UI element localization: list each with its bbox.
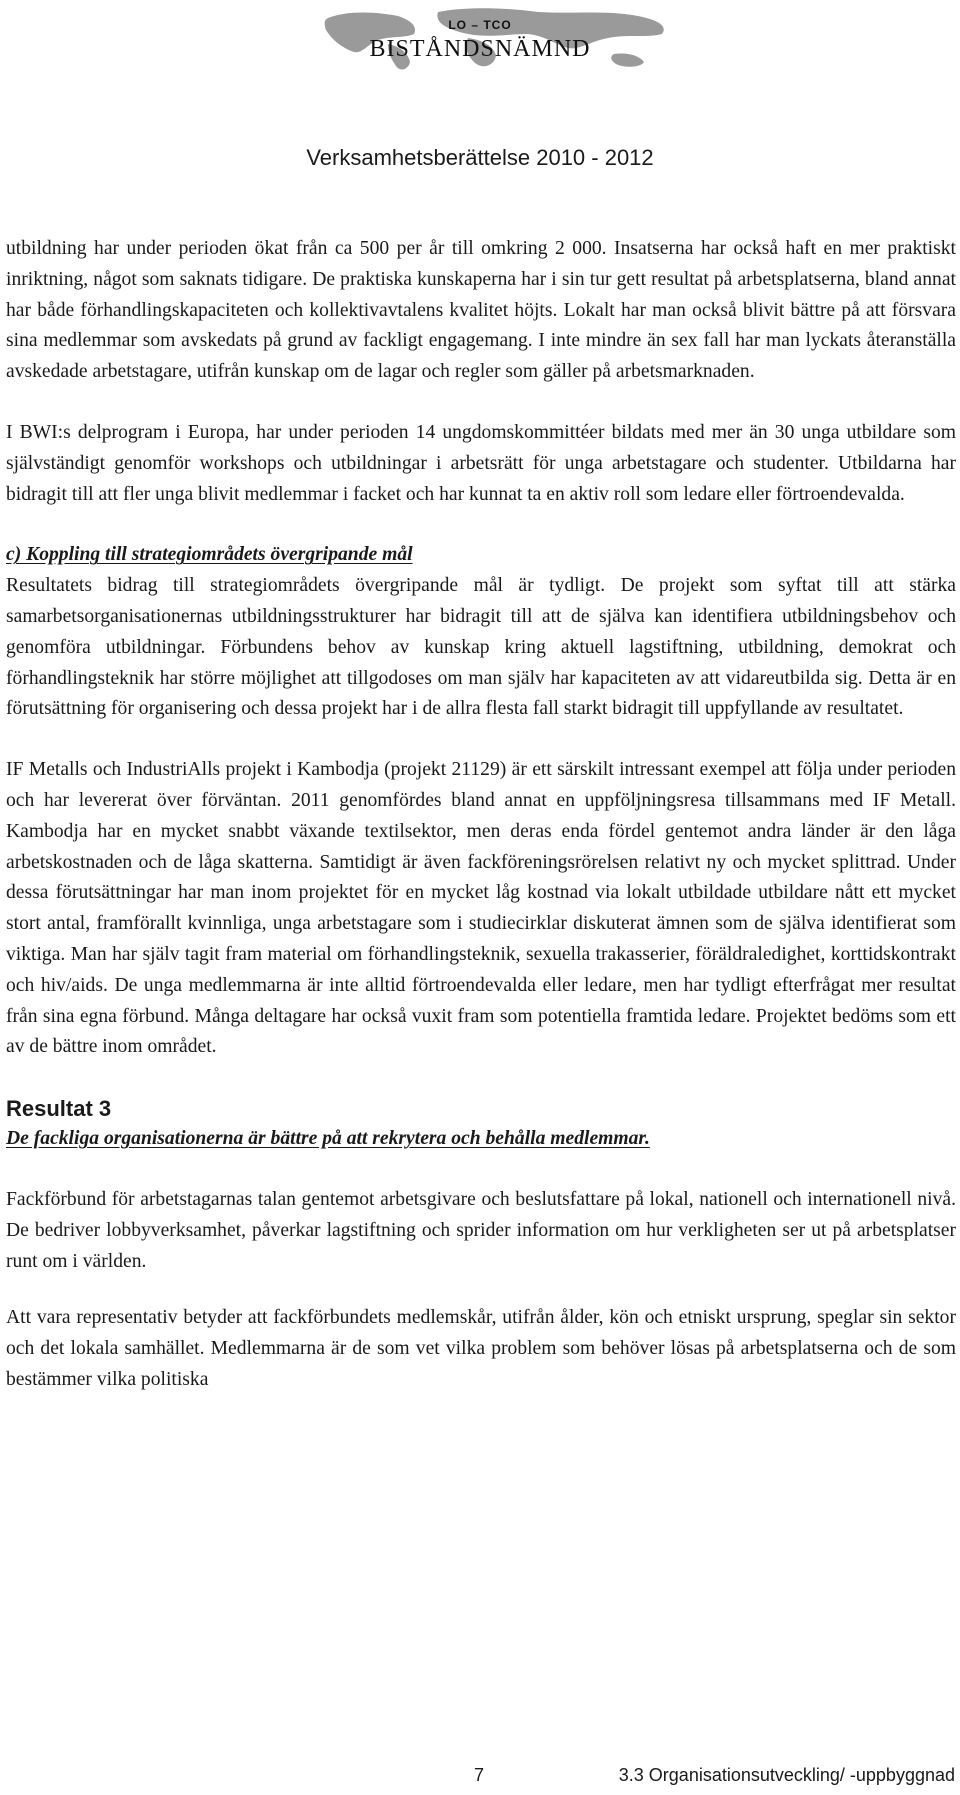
logo-big-text: BISTÅNDSNÄMND — [369, 36, 591, 62]
footer-section-title: 3.3 Organisationsutveckling/ -uppbyggnad — [618, 1765, 955, 1785]
result-subheading-line — [6, 1124, 956, 1155]
logo-small-text: LO – TCO — [448, 18, 512, 32]
paragraph: IF Metalls och IndustriAlls projekt i Kambodja (projekt 21129) är ett särskilt intressant exempel att följa under perioden och har levererat över förväntan. 2011 genomfördes bland annat en uppföljningsresa tillsammans med IF Metall. Kambodja har en mycket snabbt växande textilsektor, men deras enda fördel gentemot andra länder är den låga arbetskostnaden och de låga skatterna. Samtidigt är även fackföreningsrörelsen relativt ny och mycket splittrad. Under dessa förutsättningar har man inom projektet för en mycket låg kostnad via lokalt utbildade utbildare nått ett mycket stort antal, framförallt kvinnliga, unga arbetstagare som i studiecirklar diskuterat ämnen som de själva identifierat som viktiga. Man har själv tagit fram material om förhandlingsteknik, sexuella trakasserier, föräldraledighet, korttidskontrakt och hiv/aids. De unga medlemmarna är inte alltid förtroendevalda eller ledare, men har tydligt efterfrågat mer resultat från sina egna förbund. Många deltagare har också vuxit fram som potentiella framtida ledare. Projektet bedöms som ett av de bättre inom området. — [6, 759, 956, 1058]
paragraph: Fackförbund för arbetstagarnas talan gentemot arbetsgivare och beslutsfattare på lokal, nationell och internationell nivå. De bedriver lobbyverksamhet, påverkar lagstiftning och sprider information om hur verkligheten ser ut på arbetsplatser runt om i världen. — [6, 1188, 956, 1272]
paragraph: Resultatets bidrag till strategiområdets övergripande mål är tydligt. De projekt som syftat till att stärka samarbetsorganisationernas utbildningsstrukturer har bidragit till att de själva kan identifiera utbildningsbehov och genomföra utbildningar. Förbundens behov av kunskap kring aktuell lagstiftning, utbildning, demokrat och förhandlingsteknik har större möjlighet att tillgodoses om man själv har kapaciteten av att vidareutbilda sig. Detta är en förutsättning för organisering och dessa projekt har i de allra flesta fall starkt bidragit till uppfyllande av resultatet. — [6, 575, 956, 720]
document-body — [6, 234, 956, 1396]
result-subheading: De fackliga organisationerna är bättre på att rekrytera och behålla medlemmar. — [6, 1128, 650, 1150]
result-heading: Resultat 3 — [6, 1096, 112, 1122]
section-c-heading: c) Koppling till strategiområdets övergripande mål — [6, 544, 413, 566]
document-title: Verksamhetsberättelse 2010 - 2012 — [306, 145, 654, 170]
paragraph: utbildning har under perioden ökat från ca 500 per år till omkring 2 000. Insatserna har också haft en mer praktiskt inriktning, något som saknats tidigare. De praktiska kunskaperna har i sin tur gett resultat på arbetsplatserna, bland annat har både förhandlingskapaciteten och kollektivavtalens kvalitet höjts. Lokalt har man också blivit bättre på att försvara sina medlemmar som avskedats på grund av fackligt engagemang. I inte mindre än sex fall har man lyckats återanställa avskedade arbetstagare, utifrån kunskap om de lagar och regler som gäller på arbetsmarknaden. — [6, 238, 956, 383]
page-number: 7 — [474, 1765, 485, 1785]
paragraph: Att vara representativ betyder att fackförbundets medlemskår, utifrån ålder, kön och etniskt ursprung, speglar sin sektor och det lokala samhället. Medlemmarna är de som vet vilka problem som behöver lösas på arbetsplatserna och de som bestämmer vilka politiska — [6, 1307, 956, 1390]
page-footer — [0, 1765, 960, 1791]
paragraph: I BWI:s delprogram i Europa, har under perioden 14 ungdomskommittéer bildats med mer än 30 unga utbildare som självständigt genomför workshops och utbildningar i arbetsrätt för unga arbetstagare och studenter. Utbildarna har bidragit till att fler unga blivit medlemmar i facket och har kunnat ta en aktiv roll som ledare eller förtroendevalda. — [6, 421, 956, 505]
page-header — [0, 0, 960, 190]
section-heading — [6, 540, 956, 571]
